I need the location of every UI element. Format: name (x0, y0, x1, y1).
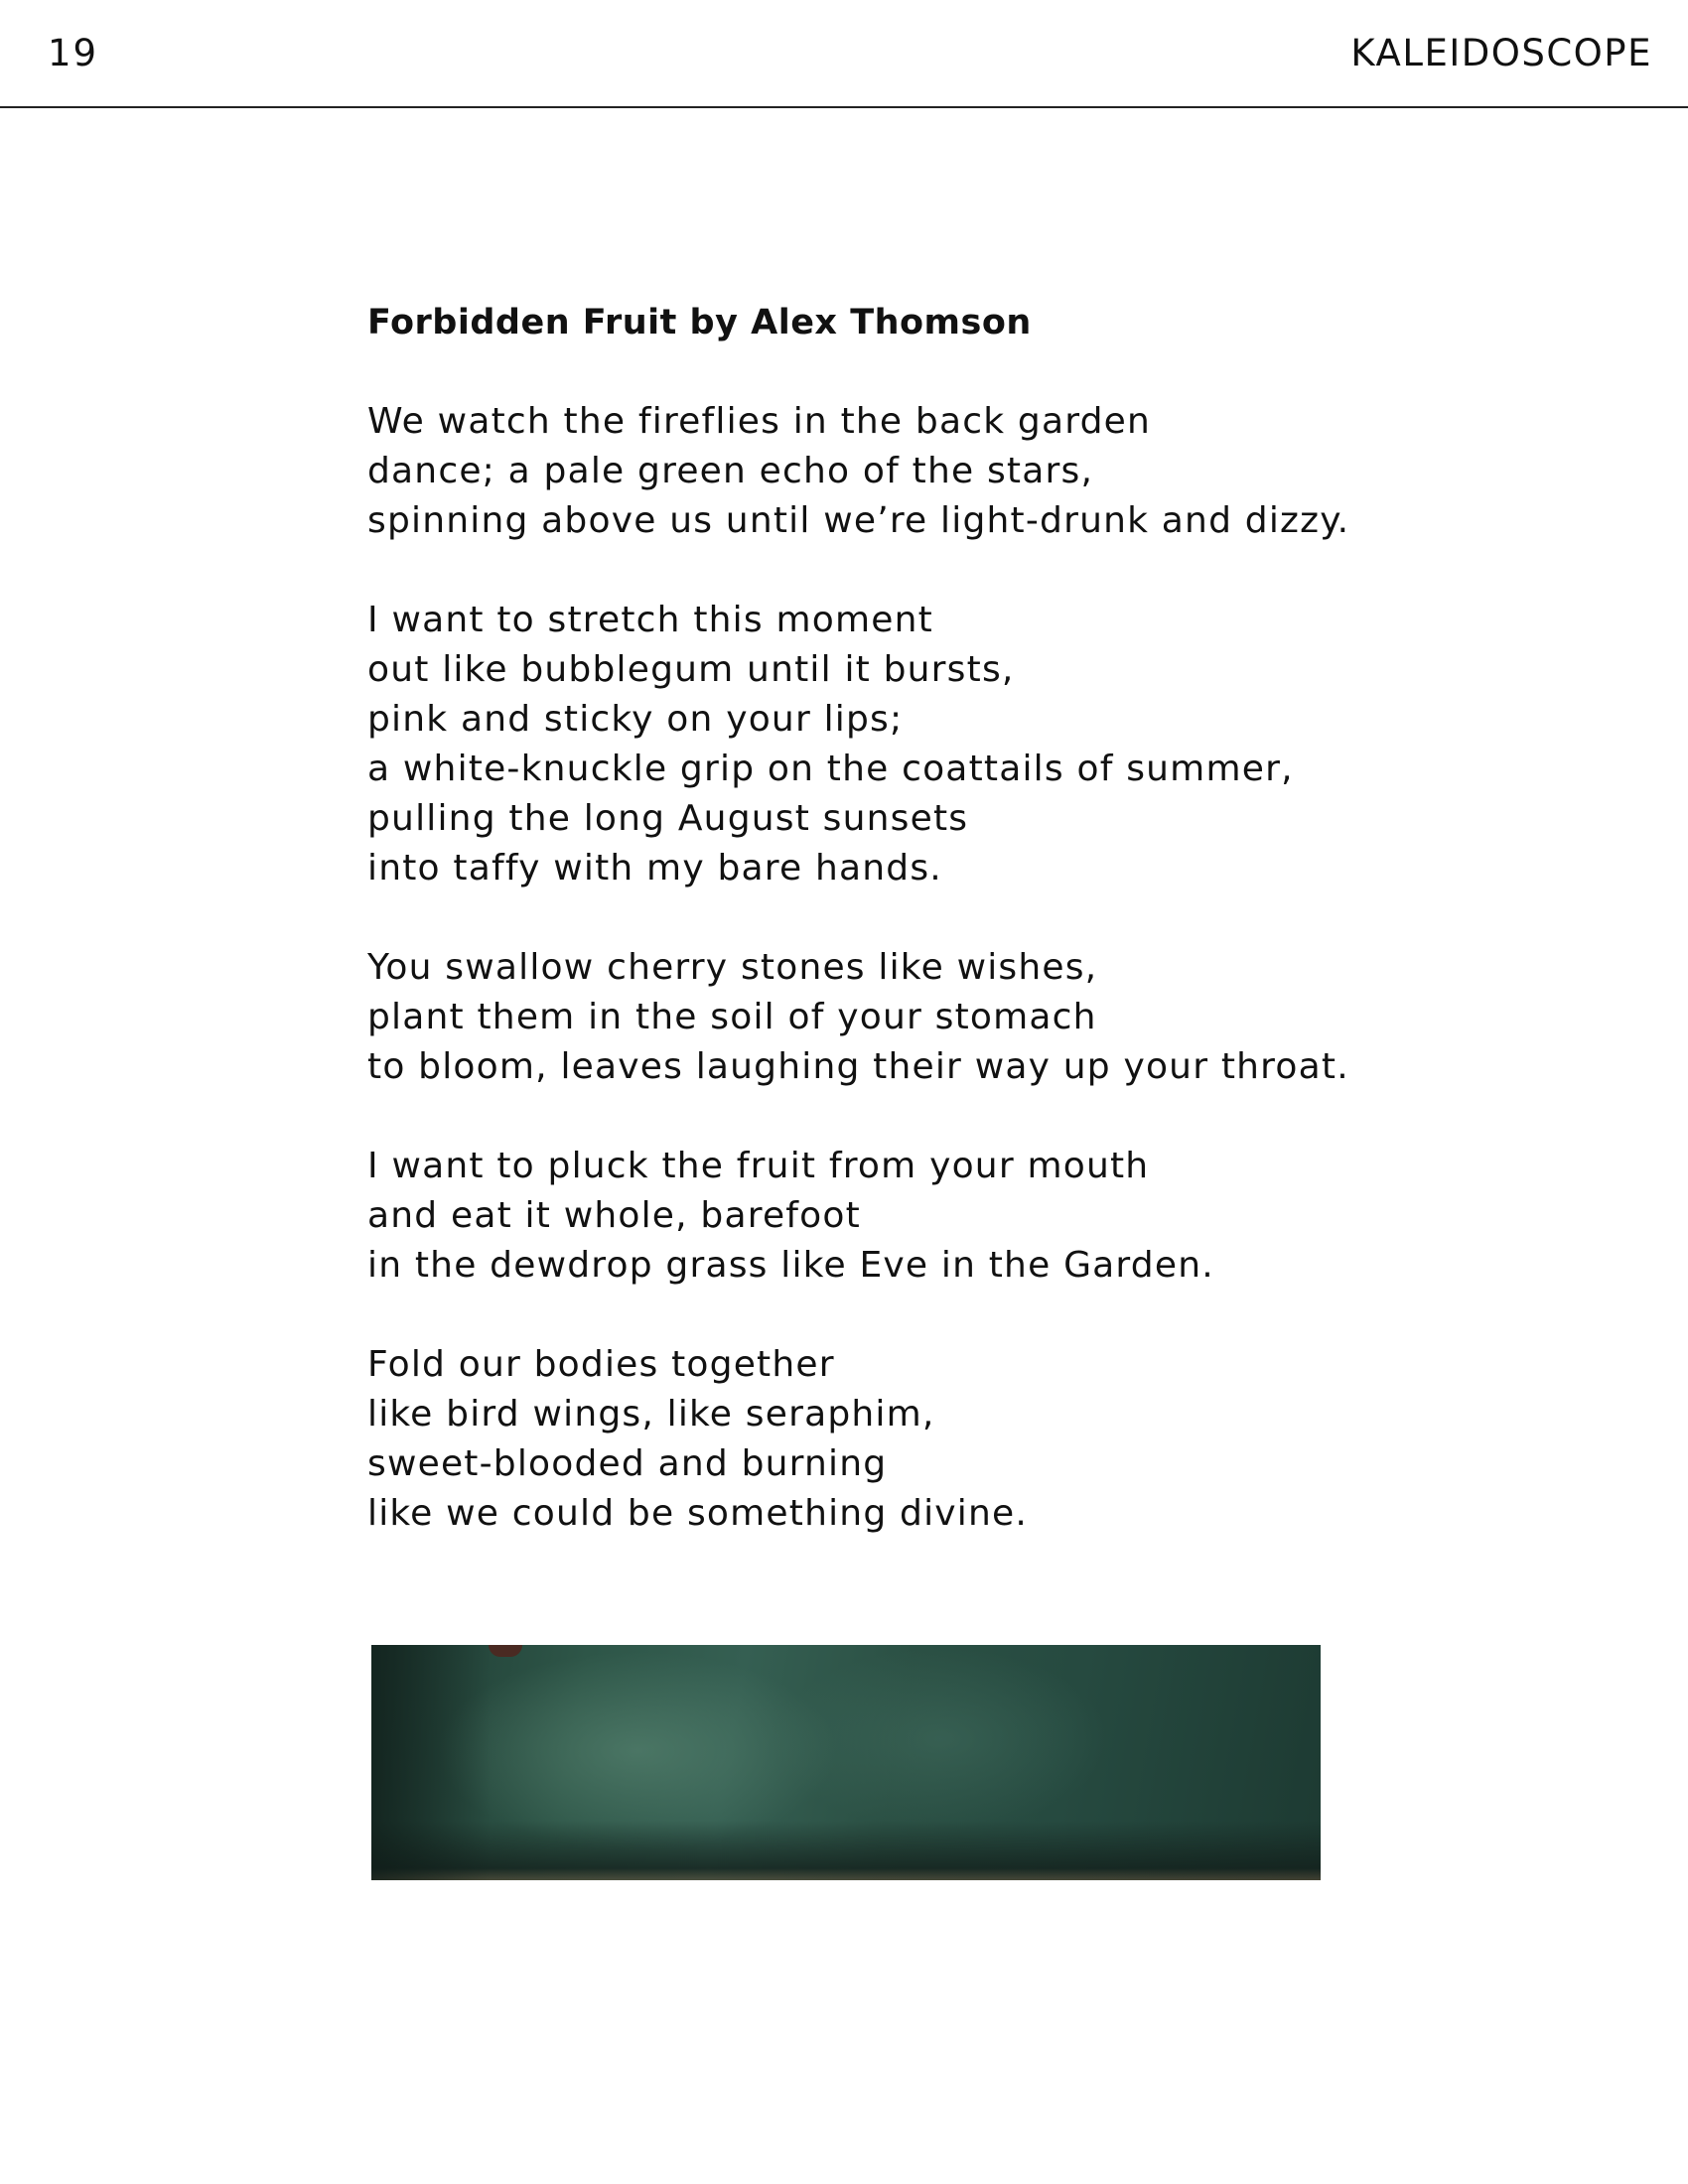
poem-line: I want to stretch this moment (367, 600, 933, 640)
poem-line: Fold our bodies together (367, 1344, 835, 1385)
stanza-1 (367, 397, 1360, 546)
poem (367, 298, 1360, 1588)
poem-line: plant them in the soil of your stomach (367, 997, 1097, 1037)
page-number: 19 (48, 32, 99, 74)
poem-line: in the dewdrop grass like Eve in the Garden. (367, 1245, 1214, 1286)
poem-line: pink and sticky on your lips; (367, 699, 904, 740)
poem-line: to bloom, leaves laughing their way up your throat. (367, 1046, 1349, 1087)
poem-line: dance; a pale green echo of the stars, (367, 451, 1094, 491)
stanza-2 (367, 596, 1360, 893)
poem-line: sweet-blooded and burning (367, 1443, 888, 1484)
green-photo (371, 1645, 1321, 1880)
photo-detail (489, 1645, 522, 1657)
poem-line: like bird wings, like seraphim, (367, 1394, 935, 1434)
stanza-5 (367, 1340, 1360, 1539)
poem-line: into taffy with my bare hands. (367, 848, 942, 888)
poem-line: out like bubblegum until it bursts, (367, 649, 1015, 690)
poem-line: pulling the long August sunsets (367, 798, 969, 839)
header-rule (0, 106, 1688, 108)
poem-line: We watch the fireflies in the back garden (367, 401, 1152, 442)
poem-title: Forbidden Fruit by Alex Thomson (367, 303, 1032, 342)
poem-line: like we could be something divine. (367, 1493, 1028, 1534)
running-title: KALEIDOSCOPE (1350, 32, 1652, 74)
poem-line: spinning above us until we’re light-drunk and dizzy. (367, 500, 1350, 541)
poem-line: You swallow cherry stones like wishes, (367, 947, 1098, 988)
page-header (0, 0, 1688, 109)
stanza-3 (367, 943, 1360, 1092)
poem-line: I want to pluck the fruit from your mouth (367, 1146, 1150, 1186)
poem-line: a white-knuckle grip on the coattails of summer, (367, 749, 1294, 789)
poem-line: and eat it whole, barefoot (367, 1195, 861, 1236)
stanza-4 (367, 1142, 1360, 1291)
